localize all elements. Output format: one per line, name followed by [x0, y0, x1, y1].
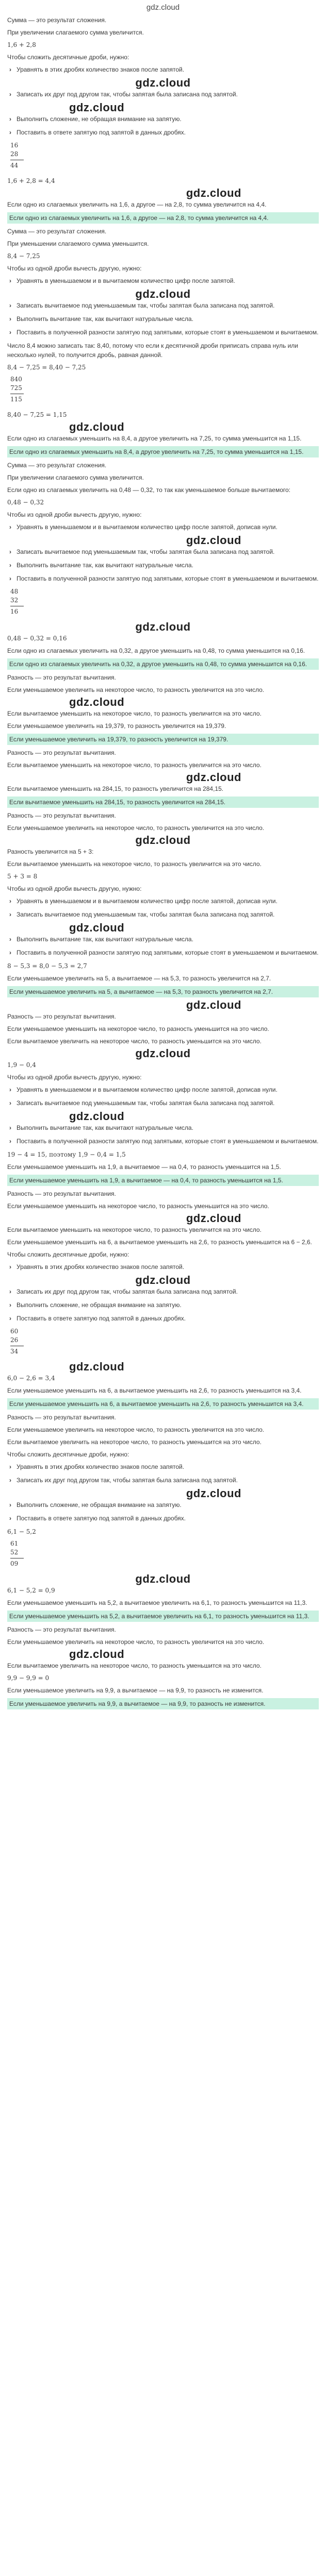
- column-number: 44: [10, 162, 19, 169]
- text-line: Разность — это результат вычитания.: [7, 1414, 116, 1421]
- watermark-logo: gdz.cloud: [186, 998, 241, 1011]
- math-expression: 0,48 − 0,32 = 0,16: [7, 635, 67, 642]
- text-line: Если уменьшаемое увеличить на 9,9, а вычитаемое — на 9,9, то разность не изменится.: [7, 1687, 264, 1694]
- list-item: › Записать их друг под другом так, чтобы запятая была записана под запятой.: [7, 1287, 319, 1296]
- math-expression: 8,40 − 7,25 = 1,15: [7, 411, 67, 418]
- solution-content: [7, 15, 319, 1713]
- column-calculation: [10, 375, 319, 404]
- list-item: › Поставить в полученной разности запятую под запятыми, которые стоят в уменьшаемом и вычитаемом.: [7, 328, 319, 337]
- watermark-logo: gdz.cloud: [186, 771, 241, 784]
- math-expression: 6,1 − 5,2: [7, 1528, 36, 1535]
- text-line: Чтобы сложить десятичные дроби, нужно:: [7, 1251, 129, 1258]
- text-line: Если одно из слагаемых уменьшить на 8,4, а другое увеличить на 7,25, то сумма уменьшится на 1,15.: [7, 435, 302, 442]
- math-expression: 9,9 − 9,9 = 0: [7, 1674, 50, 1682]
- column-number: 725: [10, 384, 22, 392]
- watermark-logo: gdz.cloud: [186, 534, 241, 547]
- watermark-logo: gdz.cloud: [135, 1572, 191, 1585]
- watermark-logo: gdz.cloud: [135, 834, 191, 846]
- watermark-logo: gdz.cloud: [135, 287, 191, 300]
- answer-highlight: Если уменьшаемое уменьшить на 5,2, а вычитаемое увеличить на 6,1, то разность уменьшится на 11,3.: [7, 1611, 319, 1622]
- math-expression: 1,9 − 0,4: [7, 1061, 36, 1069]
- column-calculation: [10, 587, 319, 616]
- list-item: › Выполнить сложение, не обращая внимание на запятую.: [7, 1500, 319, 1510]
- text-line: Разность — это результат вычитания.: [7, 749, 116, 756]
- list-item: › Уравнять в уменьшаемом и в вычитаемом количество цифр после запятой, дописав нули.: [7, 1085, 319, 1094]
- answer-highlight: Если одно из слагаемых уменьшить на 8,4, а другое увеличить на 7,25, то сумма уменьшится на 1,15.: [7, 446, 319, 457]
- text-line: Если уменьшаемое уменьшить на 6, а вычитаемое уменьшить на 2,6, то разность уменьшится на 6 − 2,6.: [7, 1239, 312, 1246]
- text-line: Чтобы из одной дроби вычесть другую, нужно:: [7, 1074, 142, 1081]
- list-item: › Выполнить сложение, не обращая внимание на запятую.: [7, 1300, 319, 1310]
- watermark-logo: gdz.cloud: [69, 696, 125, 708]
- text-line: Если уменьшаемое уменьшить на некоторое число, то разность уменьшится на это число.: [7, 1202, 269, 1210]
- answer-highlight: Если уменьшаемое увеличить на 19,379, то разность увеличится на 19,379.: [7, 734, 319, 745]
- text-line: Если вычитаемое уменьшить на некоторое число, то разность увеличится на это число.: [7, 710, 262, 717]
- site-link[interactable]: gdz.cloud: [146, 3, 180, 12]
- text-line: Разность — это результат вычитания.: [7, 1190, 116, 1197]
- text-line: Разность — это результат вычитания.: [7, 674, 116, 681]
- text-line: Чтобы сложить десятичные дроби, нужно:: [7, 54, 129, 61]
- column-number: 26: [10, 1336, 19, 1344]
- text-line: Если уменьшаемое увеличить на некоторое число, то разность увеличится на это число.: [7, 686, 265, 693]
- text-line: Разность увеличится на 5 + 3:: [7, 848, 94, 855]
- text-line: При увеличении слагаемого сумма увеличится.: [7, 474, 144, 481]
- answer-highlight: Если уменьшаемое уменьшить на 6, а вычитаемое уменьшить на 2,6, то разность уменьшится на 3,4.: [7, 1398, 319, 1410]
- math-expression: 6,1 − 5,2 = 0,9: [7, 1587, 55, 1594]
- list-item: › Уравнять в этих дробях количество знаков после запятой.: [7, 1262, 319, 1272]
- list-item: › Выполнить вычитание так, как вычитают натуральные числа.: [7, 1123, 319, 1132]
- list-item: › Записать вычитаемое под уменьшаемым так, чтобы запятая была записана под запятой.: [7, 547, 319, 556]
- math-expression: 8 − 5,3 = 8,0 − 5,3 = 2,7: [7, 962, 87, 970]
- answer-highlight: Если вычитаемое уменьшить на 284,15, то разность увеличится на 284,15.: [7, 796, 319, 808]
- text-line: Если одно из слагаемых увеличить на 0,48 — 0,32, то так как уменьшаемое больше вычитаемого:: [7, 486, 290, 494]
- list-item: › Записать вычитаемое под уменьшаемым так, чтобы запятая была записана под запятой.: [7, 910, 319, 919]
- text-line: Чтобы из одной дроби вычесть другую, нужно:: [7, 511, 142, 518]
- answer-highlight: Если одно из слагаемых увеличить на 1,6, а другое — на 2,8, то сумма увеличится на 4,4.: [7, 212, 319, 224]
- list-item: › Поставить в ответе запятую под запятой в данных дробях.: [7, 128, 319, 137]
- text-line: Если уменьшаемое увеличить на некоторое число, то разность увеличится на это число.: [7, 1426, 265, 1433]
- answer-highlight: Если одно из слагаемых увеличить на 0,32, а другое уменьшить на 0,48, то сумма уменьшится на 0,16.: [7, 658, 319, 670]
- watermark-logo: gdz.cloud: [69, 101, 125, 114]
- text-line: Сумма — это результат сложения.: [7, 16, 107, 24]
- math-expression: 1,6 + 2,8: [7, 41, 36, 48]
- column-number: 32: [10, 597, 19, 604]
- text-line: Разность — это результат вычитания.: [7, 812, 116, 819]
- list-item: › Поставить в полученной разности запятую под запятыми, которые стоят в уменьшаемом и вычитаемом.: [7, 948, 319, 957]
- math-expression: 8,4 − 7,25: [7, 252, 40, 260]
- column-number: 52: [10, 1549, 19, 1556]
- list-item: › Поставить в полученной разности запятую под запятыми, которые стоят в уменьшаемом и вычитаемом.: [7, 574, 319, 583]
- math-expression: 1,6 + 2,8 = 4,4: [7, 177, 55, 184]
- column-calculation: [10, 1539, 319, 1568]
- watermark-logo: gdz.cloud: [135, 1047, 191, 1060]
- list-item: › Поставить в ответе запятую под запятой в данных дробях.: [7, 1314, 319, 1323]
- text-line: При уменьшении слагаемого сумма уменьшится.: [7, 240, 149, 247]
- column-number: 34: [10, 1348, 19, 1355]
- text-line: Если одно из слагаемых увеличить на 0,32, а другое уменьшить на 0,48, то сумма уменьшится на 0,16.: [7, 647, 305, 654]
- list-item: › Уравнять в этих дробях количество знаков после запятой.: [7, 65, 319, 74]
- math-expression: 6,0 − 2,6 = 3,4: [7, 1375, 55, 1382]
- column-number: 48: [10, 588, 19, 595]
- text-line: Если уменьшаемое уменьшить на 1,9, а вычитаемое — на 0,4, то разность уменьшится на 1,5.: [7, 1163, 281, 1171]
- text-line: Разность — это результат вычитания.: [7, 1626, 116, 1633]
- math-expression: 0,48 − 0,32: [7, 499, 44, 506]
- text-line: Если вычитаемое уменьшить на некоторое число, то разность увеличится на это число.: [7, 860, 262, 868]
- math-expression: 8,4 − 7,25 = 8,40 − 7,25: [7, 364, 86, 371]
- list-item: › Выполнить сложение, не обращая внимание на запятую.: [7, 114, 319, 124]
- column-number: 09: [10, 1560, 19, 1567]
- text-line: Разность — это результат вычитания.: [7, 1013, 116, 1020]
- text-line: Сумма — это результат сложения.: [7, 462, 107, 469]
- text-line: Сумма — это результат сложения.: [7, 228, 107, 235]
- column-number: 61: [10, 1540, 19, 1547]
- column-calculation: [10, 1327, 319, 1356]
- text-line: Если уменьшаемое увеличить на некоторое число, то разность увеличится на это число.: [7, 1638, 265, 1646]
- list-item: › Записать их друг под другом так, чтобы запятая была записана под запятой.: [7, 1476, 319, 1485]
- column-number: 60: [10, 1328, 19, 1335]
- list-item: › Поставить в полученной разности запятую под запятыми, которые стоят в уменьшаемом и вычитаемом.: [7, 1137, 319, 1146]
- answer-highlight: Если уменьшаемое увеличить на 5, а вычитаемое — на 5,3, то разность увеличится на 2,7.: [7, 986, 319, 997]
- text-line: Если уменьшаемое уменьшить на некоторое число, то разность уменьшится на это число.: [7, 1025, 269, 1032]
- text-line: При увеличении слагаемого сумма увеличится.: [7, 29, 144, 36]
- text-line: Число 8,4 можно записать так: 8,40, потому что если к десятичной дроби приписать справа нуль или несколько нулей, то получится дробь, равная данной.: [7, 342, 298, 359]
- watermark-logo: gdz.cloud: [69, 1648, 125, 1660]
- watermark-logo: gdz.cloud: [186, 1487, 241, 1500]
- answer-highlight: Если уменьшаемое уменьшить на 1,9, а вычитаемое — на 0,4, то разность уменьшится на 1,5.: [7, 1175, 319, 1186]
- watermark-logo: gdz.cloud: [186, 187, 241, 199]
- watermark-logo: gdz.cloud: [69, 921, 125, 934]
- text-line: Если вычитаемое увеличить на некоторое число, то разность уменьшится на это число.: [7, 1038, 262, 1045]
- list-item: › Уравнять в уменьшаемом и в вычитаемом количество цифр после запятой, дописав нули.: [7, 896, 319, 906]
- list-item: › Уравнять в этих дробях количество знаков после запятой.: [7, 1462, 319, 1471]
- text-line: Если вычитаемое увеличить на некоторое число, то разность уменьшится на это число.: [7, 1662, 262, 1669]
- list-item: › Выполнить вычитание так, как вычитают натуральные числа.: [7, 935, 319, 944]
- text-line: Если уменьшаемое увеличить на 19,379, то разность увеличится на 19,379.: [7, 722, 226, 730]
- column-number: 115: [10, 396, 22, 403]
- column-number: 28: [10, 150, 19, 158]
- text-line: Если уменьшаемое увеличить на 5, а вычитаемое — на 5,3, то разность увеличится на 2,7.: [7, 975, 271, 982]
- watermark-logo: gdz.cloud: [69, 1110, 125, 1123]
- math-expression: 19 − 4 = 15, поэтому 1,9 − 0,4 = 1,5: [7, 1151, 126, 1158]
- column-number: 840: [10, 376, 22, 383]
- list-item: › Записать их друг под другом так, чтобы запятая была записана под запятой.: [7, 90, 319, 99]
- list-item: › Выполнить вычитание так, как вычитают натуральные числа.: [7, 314, 319, 324]
- text-line: Если одно из слагаемых увеличить на 1,6, а другое — на 2,8, то сумма увеличится на 4,4.: [7, 201, 267, 208]
- text-line: Чтобы сложить десятичные дроби, нужно:: [7, 1451, 129, 1458]
- watermark-logo: gdz.cloud: [186, 1212, 241, 1225]
- column-number: 16: [10, 608, 19, 615]
- text-line: Чтобы из одной дроби вычесть другую, нужно:: [7, 885, 142, 892]
- list-item: › Записать вычитаемое под уменьшаемым так, чтобы запятая была записана под запятой.: [7, 301, 319, 310]
- list-item: › Записать вычитаемое под уменьшаемым так, чтобы запятая была записана под запятой.: [7, 1098, 319, 1108]
- text-line: Если вычитаемое уменьшить на некоторое число, то разность увеличится на это число.: [7, 761, 262, 769]
- column-calculation: [10, 141, 319, 170]
- text-line: Если уменьшаемое уменьшить на 6, а вычитаемое уменьшить на 2,6, то разность уменьшится на 3,4.: [7, 1387, 302, 1394]
- list-item: › Уравнять в уменьшаемом и в вычитаемом количество цифр после запятой.: [7, 276, 319, 285]
- column-number: 16: [10, 142, 19, 149]
- math-expression: 5 + 3 = 8: [7, 873, 38, 880]
- watermark-logo: gdz.cloud: [135, 76, 191, 89]
- watermark-logo: gdz.cloud: [135, 1274, 191, 1286]
- text-line: Если вычитаемое увеличить на некоторое число, то разность уменьшится на это число.: [7, 1438, 262, 1446]
- watermark-logo: gdz.cloud: [135, 620, 191, 633]
- text-line: Если уменьшаемое уменьшить на 5,2, а вычитаемое увеличить на 6,1, то разность уменьшится на 11,3.: [7, 1599, 307, 1606]
- answer-highlight: Если уменьшаемое увеличить на 9,9, а вычитаемое — на 9,9, то разность не изменится.: [7, 1698, 319, 1709]
- text-line: Если вычитаемое уменьшить на некоторое число, то разность увеличится на это число.: [7, 1226, 262, 1233]
- list-item: › Уравнять в уменьшаемом и в вычитаемом количество цифр после запятой, дописав нули.: [7, 522, 319, 532]
- watermark-logo: gdz.cloud: [69, 420, 125, 433]
- text-line: Чтобы из одной дроби вычесть другую, нужно:: [7, 265, 142, 272]
- list-item: › Поставить в ответе запятую под запятой в данных дробях.: [7, 1514, 319, 1523]
- text-line: Если вычитаемое уменьшить на 284,15, то разность увеличится на 284,15.: [7, 785, 224, 792]
- list-item: › Выполнить вычитание так, как вычитают натуральные числа.: [7, 561, 319, 570]
- text-line: Если уменьшаемое увеличить на некоторое число, то разность увеличится на это число.: [7, 824, 265, 832]
- watermark-logo: gdz.cloud: [69, 1360, 125, 1373]
